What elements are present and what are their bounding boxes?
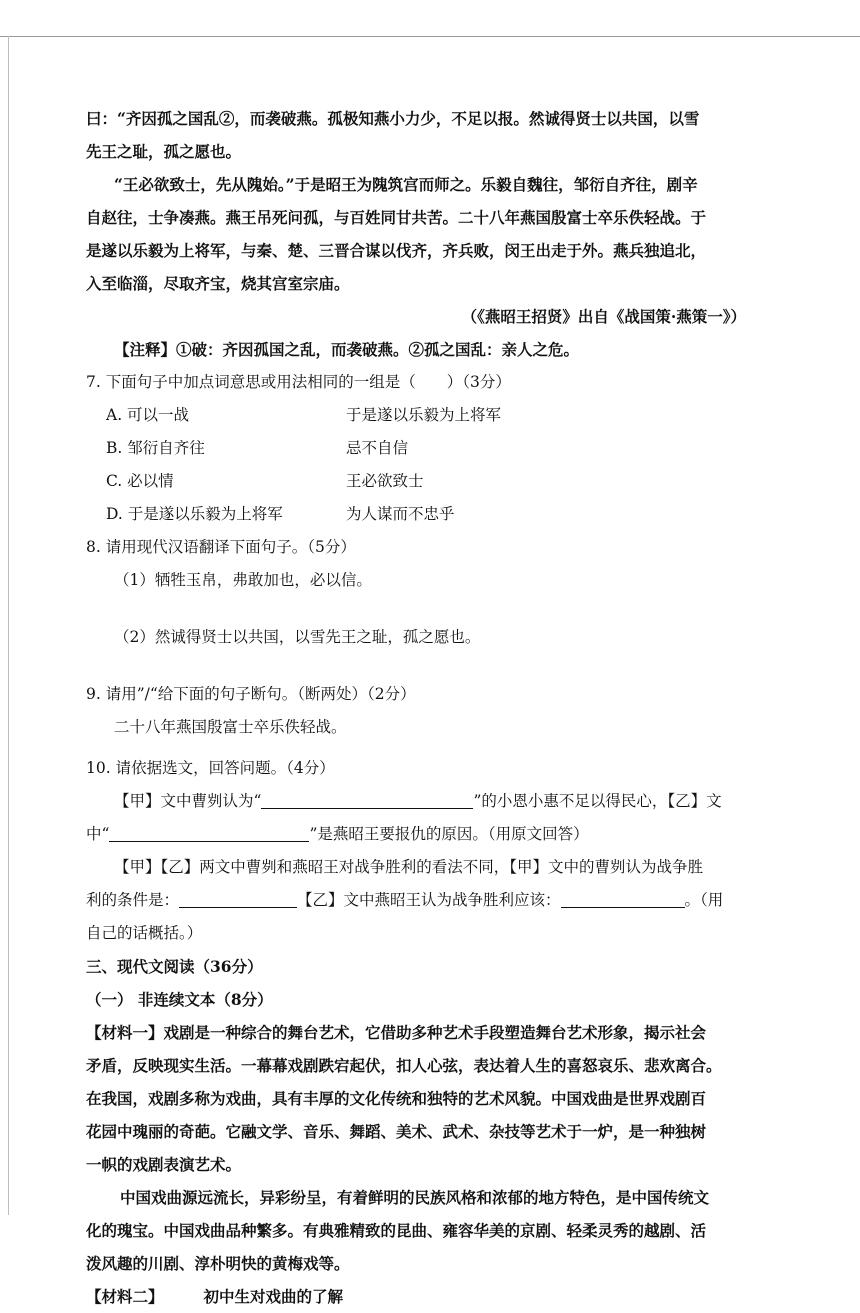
material-1-line: 泼风趣的川剧、淳朴明快的黄梅戏等。 <box>86 1254 350 1273</box>
option-left: A. 可以一战 <box>106 406 190 424</box>
material-1-line: 【材料一】戏剧是一种综合的舞台艺术，它借助多种艺术手段塑造舞台艺术形象，揭示社会 <box>86 1023 707 1042</box>
option-right: 忌不自信 <box>346 439 409 457</box>
answer-space <box>86 654 776 678</box>
q8-sentence-1: （1）牺牲玉帛，弗敢加也，必以信。 <box>114 571 372 589</box>
passage-note: 【注释】①破：齐因孤国之乱，而袭破燕。②孤之国乱：亲人之危。 <box>114 340 580 359</box>
material-1-line: 花园中瑰丽的奇葩。它融文学、音乐、舞蹈、美术、武术、杂技等艺术于一炉，是一种独树 <box>86 1122 707 1141</box>
passage-line: “王必欲致士，先从隗始。”于是昭王为隗筑宫而师之。乐毅自魏往，邹衍自齐往，剧辛 <box>114 175 698 194</box>
material-1-line: 在我国，戏剧多称为戏曲，具有丰厚的文化传统和独特的艺术风貌。中国戏曲是世界戏剧百 <box>86 1089 707 1108</box>
q10-text: 。（用 <box>684 891 724 909</box>
q8-sentence-2: （2）然诚得贤士以共国，以雪先王之耻，孤之愿也。 <box>114 628 481 646</box>
q10-text: 【乙】文中燕昭王认为战争胜利应该： <box>297 891 561 909</box>
passage-line: 先王之耻，孤之愿也。 <box>86 142 242 161</box>
q10-line-3: 【甲】【乙】两文中曹刿和燕昭王对战争胜利的看法不同，【甲】文中的曹刿认为战争胜 <box>114 858 704 876</box>
passage-line: 入至临淄，尽取齐宝，烧其宫室宗庙。 <box>86 274 350 293</box>
answer-blank[interactable] <box>561 889 685 908</box>
q7-option-a <box>86 399 776 432</box>
page-border-top <box>0 36 860 37</box>
q10-line-5: 自己的话概括。） <box>86 924 203 942</box>
q10-text: 利的条件是： <box>86 891 180 909</box>
answer-space <box>86 597 776 621</box>
q10-text: ”的小恩小惠不足以得民心，【乙】文 <box>473 792 722 810</box>
passage-line: 是遂以乐毅为上将军，与秦、楚、三晋合谋以伐齐，齐兵败，闵王出走于外。燕兵独追北， <box>86 241 707 260</box>
material-2-title: 初中生对戏曲的了解 <box>203 1287 344 1306</box>
passage-source: （《燕昭王招贤》出自《战国策·燕策一》） <box>461 307 746 326</box>
option-left: B. 邹衍自齐往 <box>106 439 205 457</box>
q10-line-2 <box>86 818 776 851</box>
q10-text: ”是燕昭王要报仇的原因。（用原文回答） <box>309 825 589 843</box>
question-9-stem: 9. 请用”/“给下面的句子断句。（断两处）（2分） <box>86 685 416 703</box>
option-left: D. 于是遂以乐毅为上将军 <box>106 505 283 523</box>
q7-option-d <box>86 498 776 531</box>
q7-option-c <box>86 465 776 498</box>
material-1-line: 中国戏曲源远流长，异彩纷呈，有着鲜明的民族风格和浓郁的地方特色，是中国传统文 <box>120 1188 710 1207</box>
passage-line: 自赵往，士争凑燕。燕王吊死问孤，与百姓同甘共苦。二十八年燕国殷富士卒乐佚轻战。于 <box>86 208 707 227</box>
material-1-line: 一帜的戏剧表演艺术。 <box>86 1155 242 1174</box>
material-2-heading <box>86 1280 776 1313</box>
q10-text: 【甲】文中曹刿认为“ <box>114 792 262 810</box>
material-2-label: 【材料二】 <box>86 1287 164 1306</box>
q10-line-1 <box>86 785 776 818</box>
option-right: 为人谋而不忠乎 <box>346 505 455 523</box>
exam-page <box>86 102 776 1313</box>
question-10-stem: 10. 请依据选文，回答问题。（4分） <box>86 759 335 777</box>
material-1-line: 矛盾，反映现实生活。一幕幕戏剧跌宕起伏，扣人心弦，表达着人生的喜怒哀乐、悲欢离合。 <box>86 1056 722 1075</box>
material-1-line: 化的瑰宝。中国戏曲品种繁多。有典雅精致的昆曲、雍容华美的京剧、轻柔灵秀的越剧、活 <box>86 1221 707 1240</box>
option-right: 王必欲致士 <box>346 472 424 490</box>
q7-option-b <box>86 432 776 465</box>
answer-space <box>86 744 776 752</box>
answer-blank[interactable] <box>109 823 309 842</box>
question-8-stem: 8. 请用现代汉语翻译下面句子。（5分） <box>86 538 356 556</box>
page-border-left <box>8 36 9 1215</box>
section-3-subtitle: （一） 非连续文本（8分） <box>86 990 273 1009</box>
q9-sentence: 二十八年燕国殷富士卒乐佚轻战。 <box>114 718 347 736</box>
question-7-stem: 7. 下面句子中加点词意思或用法相同的一组是（ ）（3分） <box>86 373 511 391</box>
q10-line-4 <box>86 884 776 917</box>
option-left: C. 必以情 <box>106 472 174 490</box>
passage-line: 曰：“齐因孤之国乱②，而袭破燕。孤极知燕小力少，不足以报。然诚得贤士以共国，以雪 <box>86 109 700 128</box>
section-3-title: 三、现代文阅读（36分） <box>86 957 263 976</box>
option-right: 于是遂以乐毅为上将军 <box>346 406 502 424</box>
q10-text: 中“ <box>86 825 110 843</box>
answer-blank[interactable] <box>261 790 473 809</box>
answer-blank[interactable] <box>179 889 297 908</box>
